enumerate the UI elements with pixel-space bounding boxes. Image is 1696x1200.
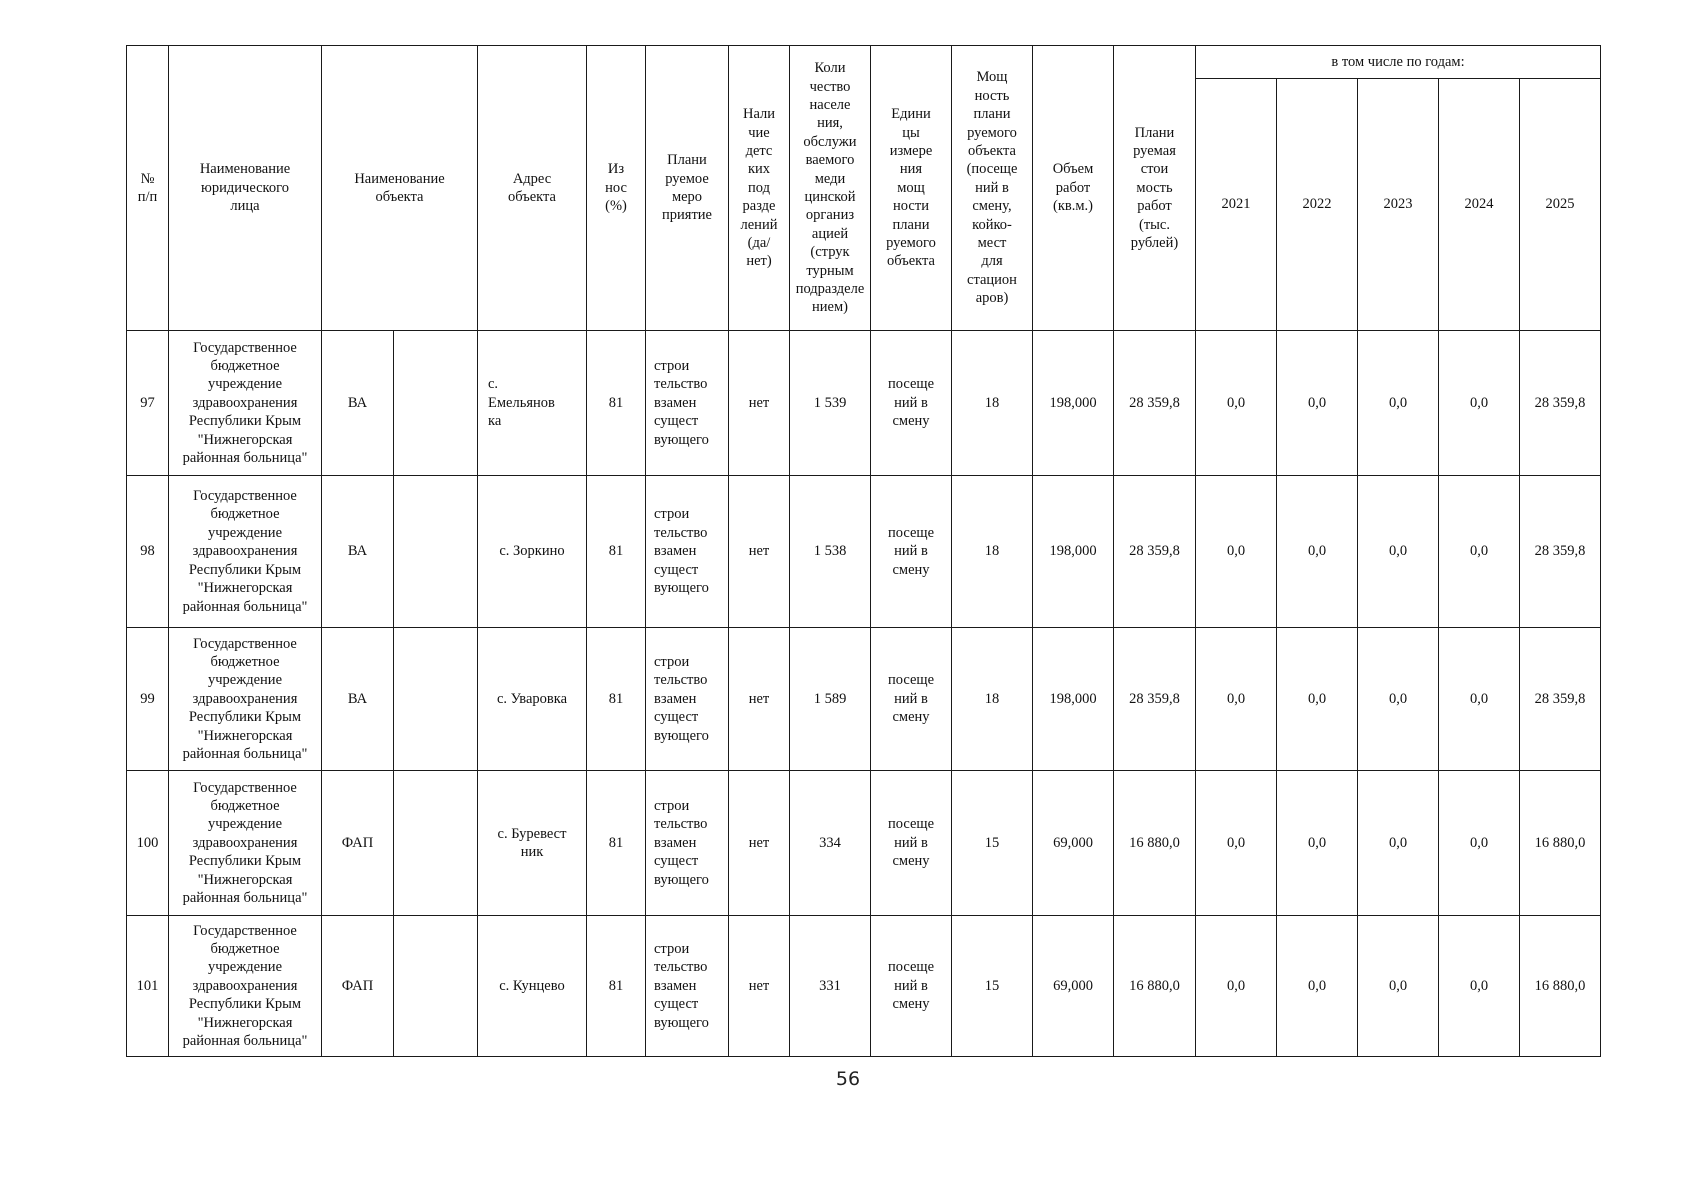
object-kind: ФАП: [322, 771, 394, 916]
planned-action: строи тельство взамен сущест вующего: [646, 628, 729, 771]
work-volume: 69,000: [1033, 771, 1114, 916]
planned-cost: 28 359,8: [1114, 628, 1196, 771]
table-row: [127, 916, 1601, 1057]
cost-2024: 0,0: [1439, 476, 1520, 628]
cost-2025: 16 880,0: [1520, 771, 1601, 916]
planned-action: строи тельство взамен сущест вующего: [646, 771, 729, 916]
capacity-value: 15: [952, 771, 1033, 916]
planned-cost: 16 880,0: [1114, 771, 1196, 916]
cost-2022: 0,0: [1277, 628, 1358, 771]
table-row: [127, 476, 1601, 628]
header-year-2024: 2024: [1439, 79, 1520, 331]
header-year-2023: 2023: [1358, 79, 1439, 331]
planned-action: строи тельство взамен сущест вующего: [646, 916, 729, 1057]
object-address: с. Уваровка: [478, 628, 587, 771]
children-units: нет: [729, 331, 790, 476]
object-address: с. Емельянов ка: [478, 331, 587, 476]
population-count: 331: [790, 916, 871, 1057]
work-volume: 198,000: [1033, 628, 1114, 771]
wear-percent: 81: [587, 628, 646, 771]
capacity-value: 18: [952, 331, 1033, 476]
header-population: Коли чество населе ния, обслужи ваемого меди цинской организ ацией (струк турным подразделе нием): [790, 46, 871, 331]
row-number: 100: [127, 771, 169, 916]
table-row: [127, 771, 1601, 916]
cost-2022: 0,0: [1277, 916, 1358, 1057]
object-kind: ВА: [322, 331, 394, 476]
header-address: Адрес объекта: [478, 46, 587, 331]
cost-2023: 0,0: [1358, 628, 1439, 771]
legal-entity-name: Государственное бюджетное учреждение здравоохранения Республики Крым "Нижнегорская районная больница": [169, 331, 322, 476]
children-units: нет: [729, 628, 790, 771]
object-address: с. Кунцево: [478, 916, 587, 1057]
header-wear: Из нос (%): [587, 46, 646, 331]
header-year-2022: 2022: [1277, 79, 1358, 331]
cost-2025: 16 880,0: [1520, 916, 1601, 1057]
object-address: с. Буревест ник: [478, 771, 587, 916]
work-volume: 198,000: [1033, 331, 1114, 476]
table-row: [127, 331, 1601, 476]
cost-2022: 0,0: [1277, 771, 1358, 916]
object-kind: ВА: [322, 476, 394, 628]
capacity-value: 18: [952, 476, 1033, 628]
work-volume: 69,000: [1033, 916, 1114, 1057]
header-cost: Плани руемая стои мость работ (тыс. рублей): [1114, 46, 1196, 331]
children-units: нет: [729, 916, 790, 1057]
capacity-units: посеще ний в смену: [871, 771, 952, 916]
capacity-value: 15: [952, 916, 1033, 1057]
capacity-units: посеще ний в смену: [871, 331, 952, 476]
cost-2023: 0,0: [1358, 476, 1439, 628]
object-name-empty: [394, 331, 478, 476]
planned-cost: 28 359,8: [1114, 476, 1196, 628]
investment-plan-table: [126, 45, 1601, 1057]
object-name-empty: [394, 916, 478, 1057]
planned-cost: 28 359,8: [1114, 331, 1196, 476]
header-capacity: Мощ ность плани руемого объекта (посеще ний в смену, койко- мест для стацион аров): [952, 46, 1033, 331]
object-kind: ВА: [322, 628, 394, 771]
header-planned-action: Плани руемое меро приятие: [646, 46, 729, 331]
legal-entity-name: Государственное бюджетное учреждение здравоохранения Республики Крым "Нижнегорская районная больница": [169, 771, 322, 916]
row-number: 101: [127, 916, 169, 1057]
table-row: [127, 628, 1601, 771]
wear-percent: 81: [587, 771, 646, 916]
header-capacity-units: Едини цы измере ния мощ ности плани руемого объекта: [871, 46, 952, 331]
cost-2023: 0,0: [1358, 771, 1439, 916]
wear-percent: 81: [587, 916, 646, 1057]
population-count: 1 538: [790, 476, 871, 628]
object-kind: ФАП: [322, 916, 394, 1057]
wear-percent: 81: [587, 331, 646, 476]
cost-2021: 0,0: [1196, 476, 1277, 628]
planned-action: строи тельство взамен сущест вующего: [646, 331, 729, 476]
cost-2024: 0,0: [1439, 771, 1520, 916]
legal-entity-name: Государственное бюджетное учреждение здравоохранения Республики Крым "Нижнегорская районная больница": [169, 916, 322, 1057]
header-no: № п/п: [127, 46, 169, 331]
row-number: 98: [127, 476, 169, 628]
header-year-2021: 2021: [1196, 79, 1277, 331]
capacity-units: посеще ний в смену: [871, 916, 952, 1057]
cost-2021: 0,0: [1196, 628, 1277, 771]
cost-2025: 28 359,8: [1520, 476, 1601, 628]
population-count: 334: [790, 771, 871, 916]
capacity-units: посеще ний в смену: [871, 628, 952, 771]
cost-2024: 0,0: [1439, 628, 1520, 771]
cost-2024: 0,0: [1439, 331, 1520, 476]
population-count: 1 539: [790, 331, 871, 476]
cost-2022: 0,0: [1277, 476, 1358, 628]
cost-2021: 0,0: [1196, 331, 1277, 476]
header-legal-entity: Наименование юридического лица: [169, 46, 322, 331]
object-name-empty: [394, 771, 478, 916]
cost-2025: 28 359,8: [1520, 331, 1601, 476]
row-number: 97: [127, 331, 169, 476]
header-children-units: Нали чие детс ких под разде лений (да/ нет): [729, 46, 790, 331]
object-name-empty: [394, 628, 478, 771]
work-volume: 198,000: [1033, 476, 1114, 628]
cost-2021: 0,0: [1196, 771, 1277, 916]
cost-2022: 0,0: [1277, 331, 1358, 476]
header-volume: Объем работ (кв.м.): [1033, 46, 1114, 331]
population-count: 1 589: [790, 628, 871, 771]
legal-entity-name: Государственное бюджетное учреждение здравоохранения Республики Крым "Нижнегорская районная больница": [169, 628, 322, 771]
cost-2025: 28 359,8: [1520, 628, 1601, 771]
legal-entity-name: Государственное бюджетное учреждение здравоохранения Республики Крым "Нижнегорская районная больница": [169, 476, 322, 628]
cost-2023: 0,0: [1358, 331, 1439, 476]
header-by-years: в том числе по годам:: [1196, 46, 1601, 79]
row-number: 99: [127, 628, 169, 771]
page-number: 56: [835, 1068, 861, 1090]
object-address: с. Зоркино: [478, 476, 587, 628]
children-units: нет: [729, 476, 790, 628]
children-units: нет: [729, 771, 790, 916]
planned-action: строи тельство взамен сущест вующего: [646, 476, 729, 628]
header-object-name: Наименование объекта: [322, 46, 478, 331]
cost-2021: 0,0: [1196, 916, 1277, 1057]
capacity-value: 18: [952, 628, 1033, 771]
planned-cost: 16 880,0: [1114, 916, 1196, 1057]
header-year-2025: 2025: [1520, 79, 1601, 331]
capacity-units: посеще ний в смену: [871, 476, 952, 628]
cost-2023: 0,0: [1358, 916, 1439, 1057]
object-name-empty: [394, 476, 478, 628]
cost-2024: 0,0: [1439, 916, 1520, 1057]
wear-percent: 81: [587, 476, 646, 628]
